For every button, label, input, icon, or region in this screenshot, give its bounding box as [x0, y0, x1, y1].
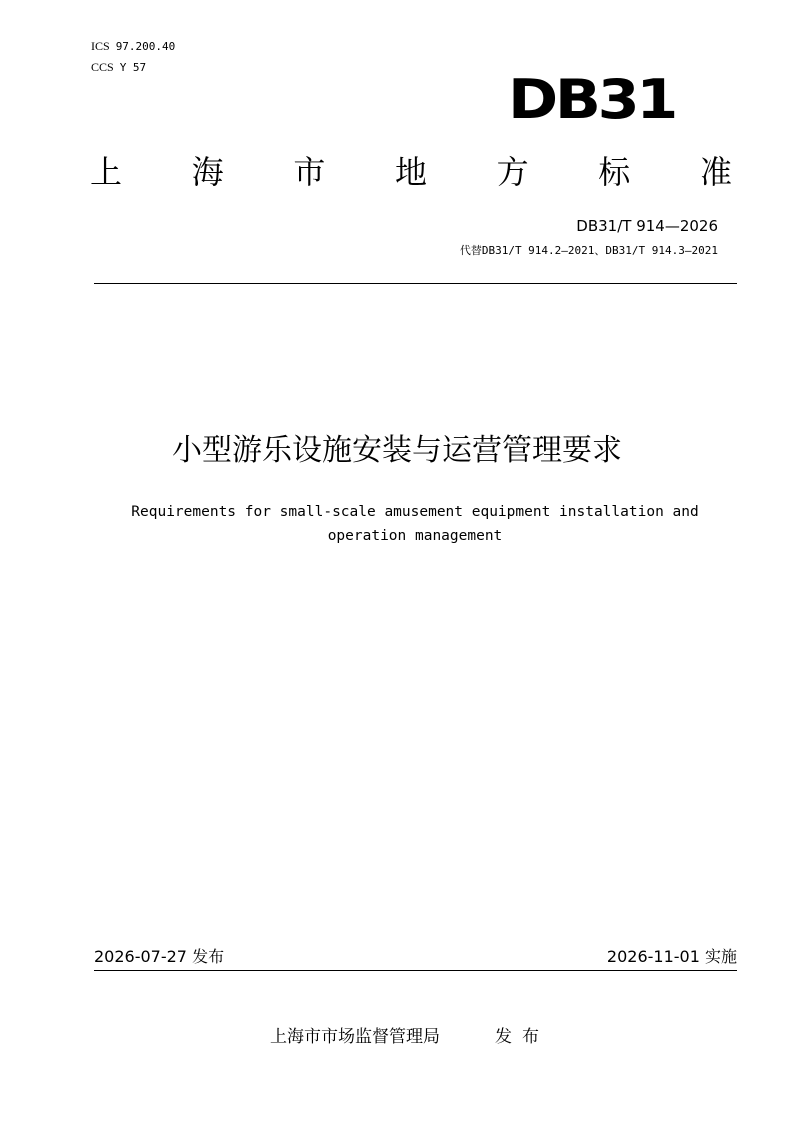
authority-char: 方	[496, 153, 529, 191]
document-title-en: Requirements for small-scale amusement equipment installation and operation management	[131, 504, 699, 544]
authority-char: 市	[293, 153, 326, 191]
ccs-classification	[91, 60, 146, 75]
db31-logo: DB31	[508, 68, 676, 131]
ics-label: ICS	[91, 39, 110, 53]
authority-char: 地	[394, 153, 427, 191]
issue-action: 发布	[495, 1027, 549, 1047]
header-divider	[94, 283, 737, 284]
ics-classification	[91, 39, 175, 54]
standard-number: DB31/T 914—2026	[576, 217, 718, 235]
authority-name	[90, 150, 732, 194]
authority-char: 标	[598, 153, 631, 191]
replaces-note: 代替DB31/T 914.2—2021、DB31/T 914.3—2021	[459, 244, 718, 257]
ccs-code: Y 57	[119, 61, 147, 74]
authority-char: 准	[699, 153, 732, 191]
implementation-date: 2026-11-01 实施	[606, 947, 737, 966]
issue-date: 2026-07-27 发布	[94, 947, 225, 966]
document-title-zh: 小型游乐设施安装与运营管理要求	[172, 433, 622, 468]
authority-char: 海	[191, 153, 224, 191]
ics-code: 97.200.40	[115, 40, 176, 53]
issuing-authority: 上海市市场监督管理局	[270, 1027, 440, 1047]
authority-char: 上	[90, 153, 123, 191]
ccs-label: CCS	[91, 60, 114, 74]
footer-divider	[94, 970, 737, 971]
